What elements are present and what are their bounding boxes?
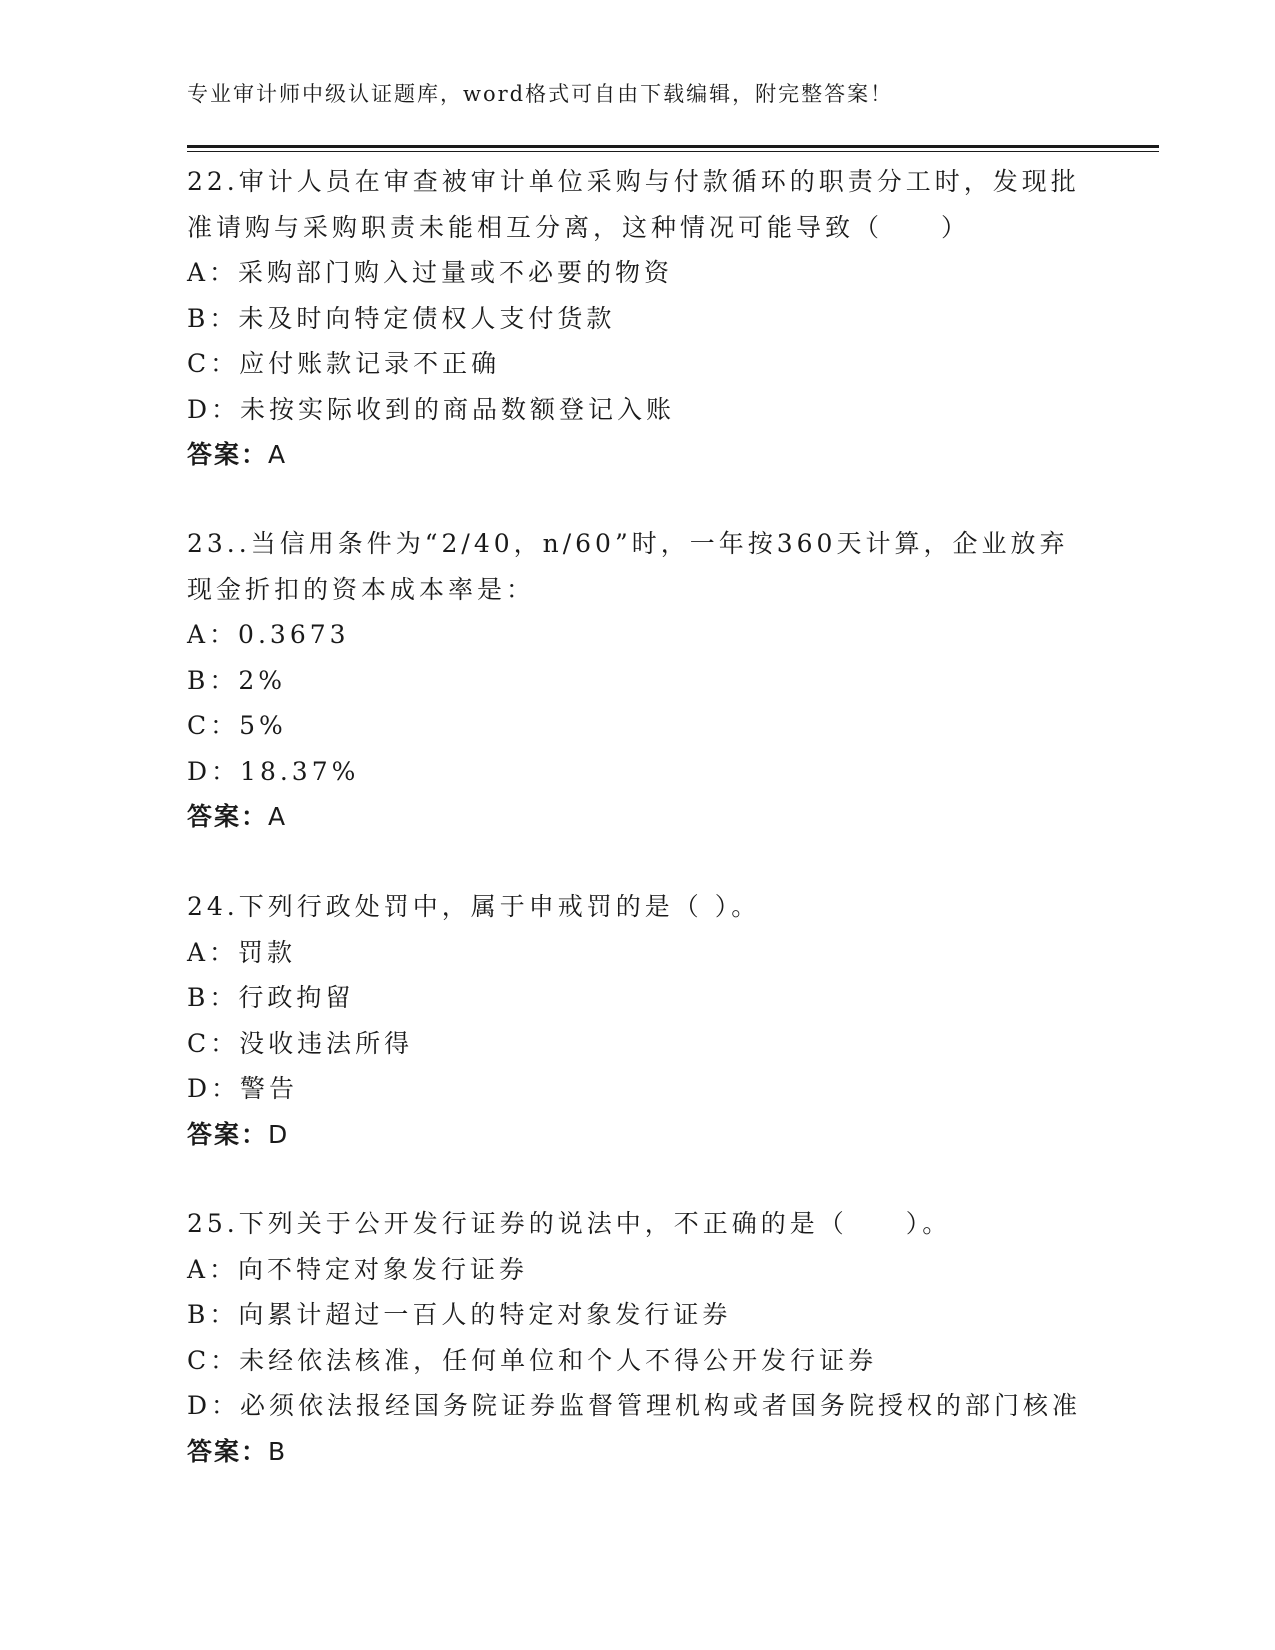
- option-c: C：应付账款记录不正确: [187, 349, 501, 378]
- header-rule-thin: [187, 151, 1159, 152]
- question-stem-line: 24.下列行政处罚中，属于申戒罚的是（ ）。: [187, 892, 761, 921]
- question-stem-line: 准请购与采购职责未能相互分离，这种情况可能导致（ ）: [187, 212, 971, 242]
- question-stem-line: 22.审计人员在审查被审计单位采购与付款循环的职责分工时，发现批: [187, 167, 1080, 196]
- option-c: C：未经依法核准，任何单位和个人不得公开发行证券: [187, 1345, 878, 1375]
- option-b: B：行政拘留: [187, 983, 355, 1012]
- option-a: A：罚款: [187, 937, 297, 967]
- option-b: B：未及时向特定债权人支付货款: [187, 303, 616, 333]
- option-b: B：2%: [187, 665, 287, 695]
- question-stem-line: 25.下列关于公开发行证券的说法中，不正确的是（ ）。: [187, 1209, 952, 1238]
- option-a: A：0.3673: [187, 620, 350, 649]
- answer-value: A: [268, 440, 288, 469]
- option-d: D：18.37%: [187, 756, 360, 786]
- option-c: C：5%: [187, 711, 287, 740]
- answer-value: B: [268, 1436, 288, 1466]
- page-header: 专业审计师中级认证题库，word格式可自由下载编辑，附完整答案！: [187, 82, 894, 106]
- answer-line: [187, 1112, 1087, 1158]
- header-rule-thick: [187, 145, 1159, 148]
- option-a: A：采购部门购入过量或不必要的物资: [187, 258, 674, 287]
- question-24: [187, 884, 1087, 1157]
- question-23: [187, 521, 1087, 840]
- answer-value: A: [268, 802, 288, 831]
- answer-label: 答案：: [187, 802, 269, 831]
- answer-label: 答案：: [187, 1119, 269, 1149]
- question-stem-line: 23..当信用条件为“2/40，n/60”时，一年按360天计算，企业放弃: [187, 529, 1069, 558]
- answer-value: D: [268, 1119, 290, 1149]
- option-d: D：警告: [187, 1074, 299, 1103]
- question-stem-line: 现金折扣的资本成本率是：: [187, 574, 536, 604]
- answer-line: [187, 432, 1087, 478]
- answer-line: [187, 794, 1087, 840]
- answer-label: 答案：: [187, 440, 269, 469]
- option-a: A：向不特定对象发行证券: [187, 1254, 529, 1284]
- option-d: D：必须依法报经国务院证券监督管理机构或者国务院授权的部门核准: [187, 1391, 1082, 1420]
- option-d: D：未按实际收到的商品数额登记入账: [187, 394, 676, 424]
- question-25: [187, 1201, 1087, 1474]
- answer-label: 答案：: [187, 1436, 269, 1466]
- question-22: [187, 159, 1087, 478]
- answer-line: [187, 1429, 1087, 1475]
- option-b: B：向累计超过一百人的特定对象发行证券: [187, 1300, 732, 1329]
- option-c: C：没收违法所得: [187, 1028, 414, 1058]
